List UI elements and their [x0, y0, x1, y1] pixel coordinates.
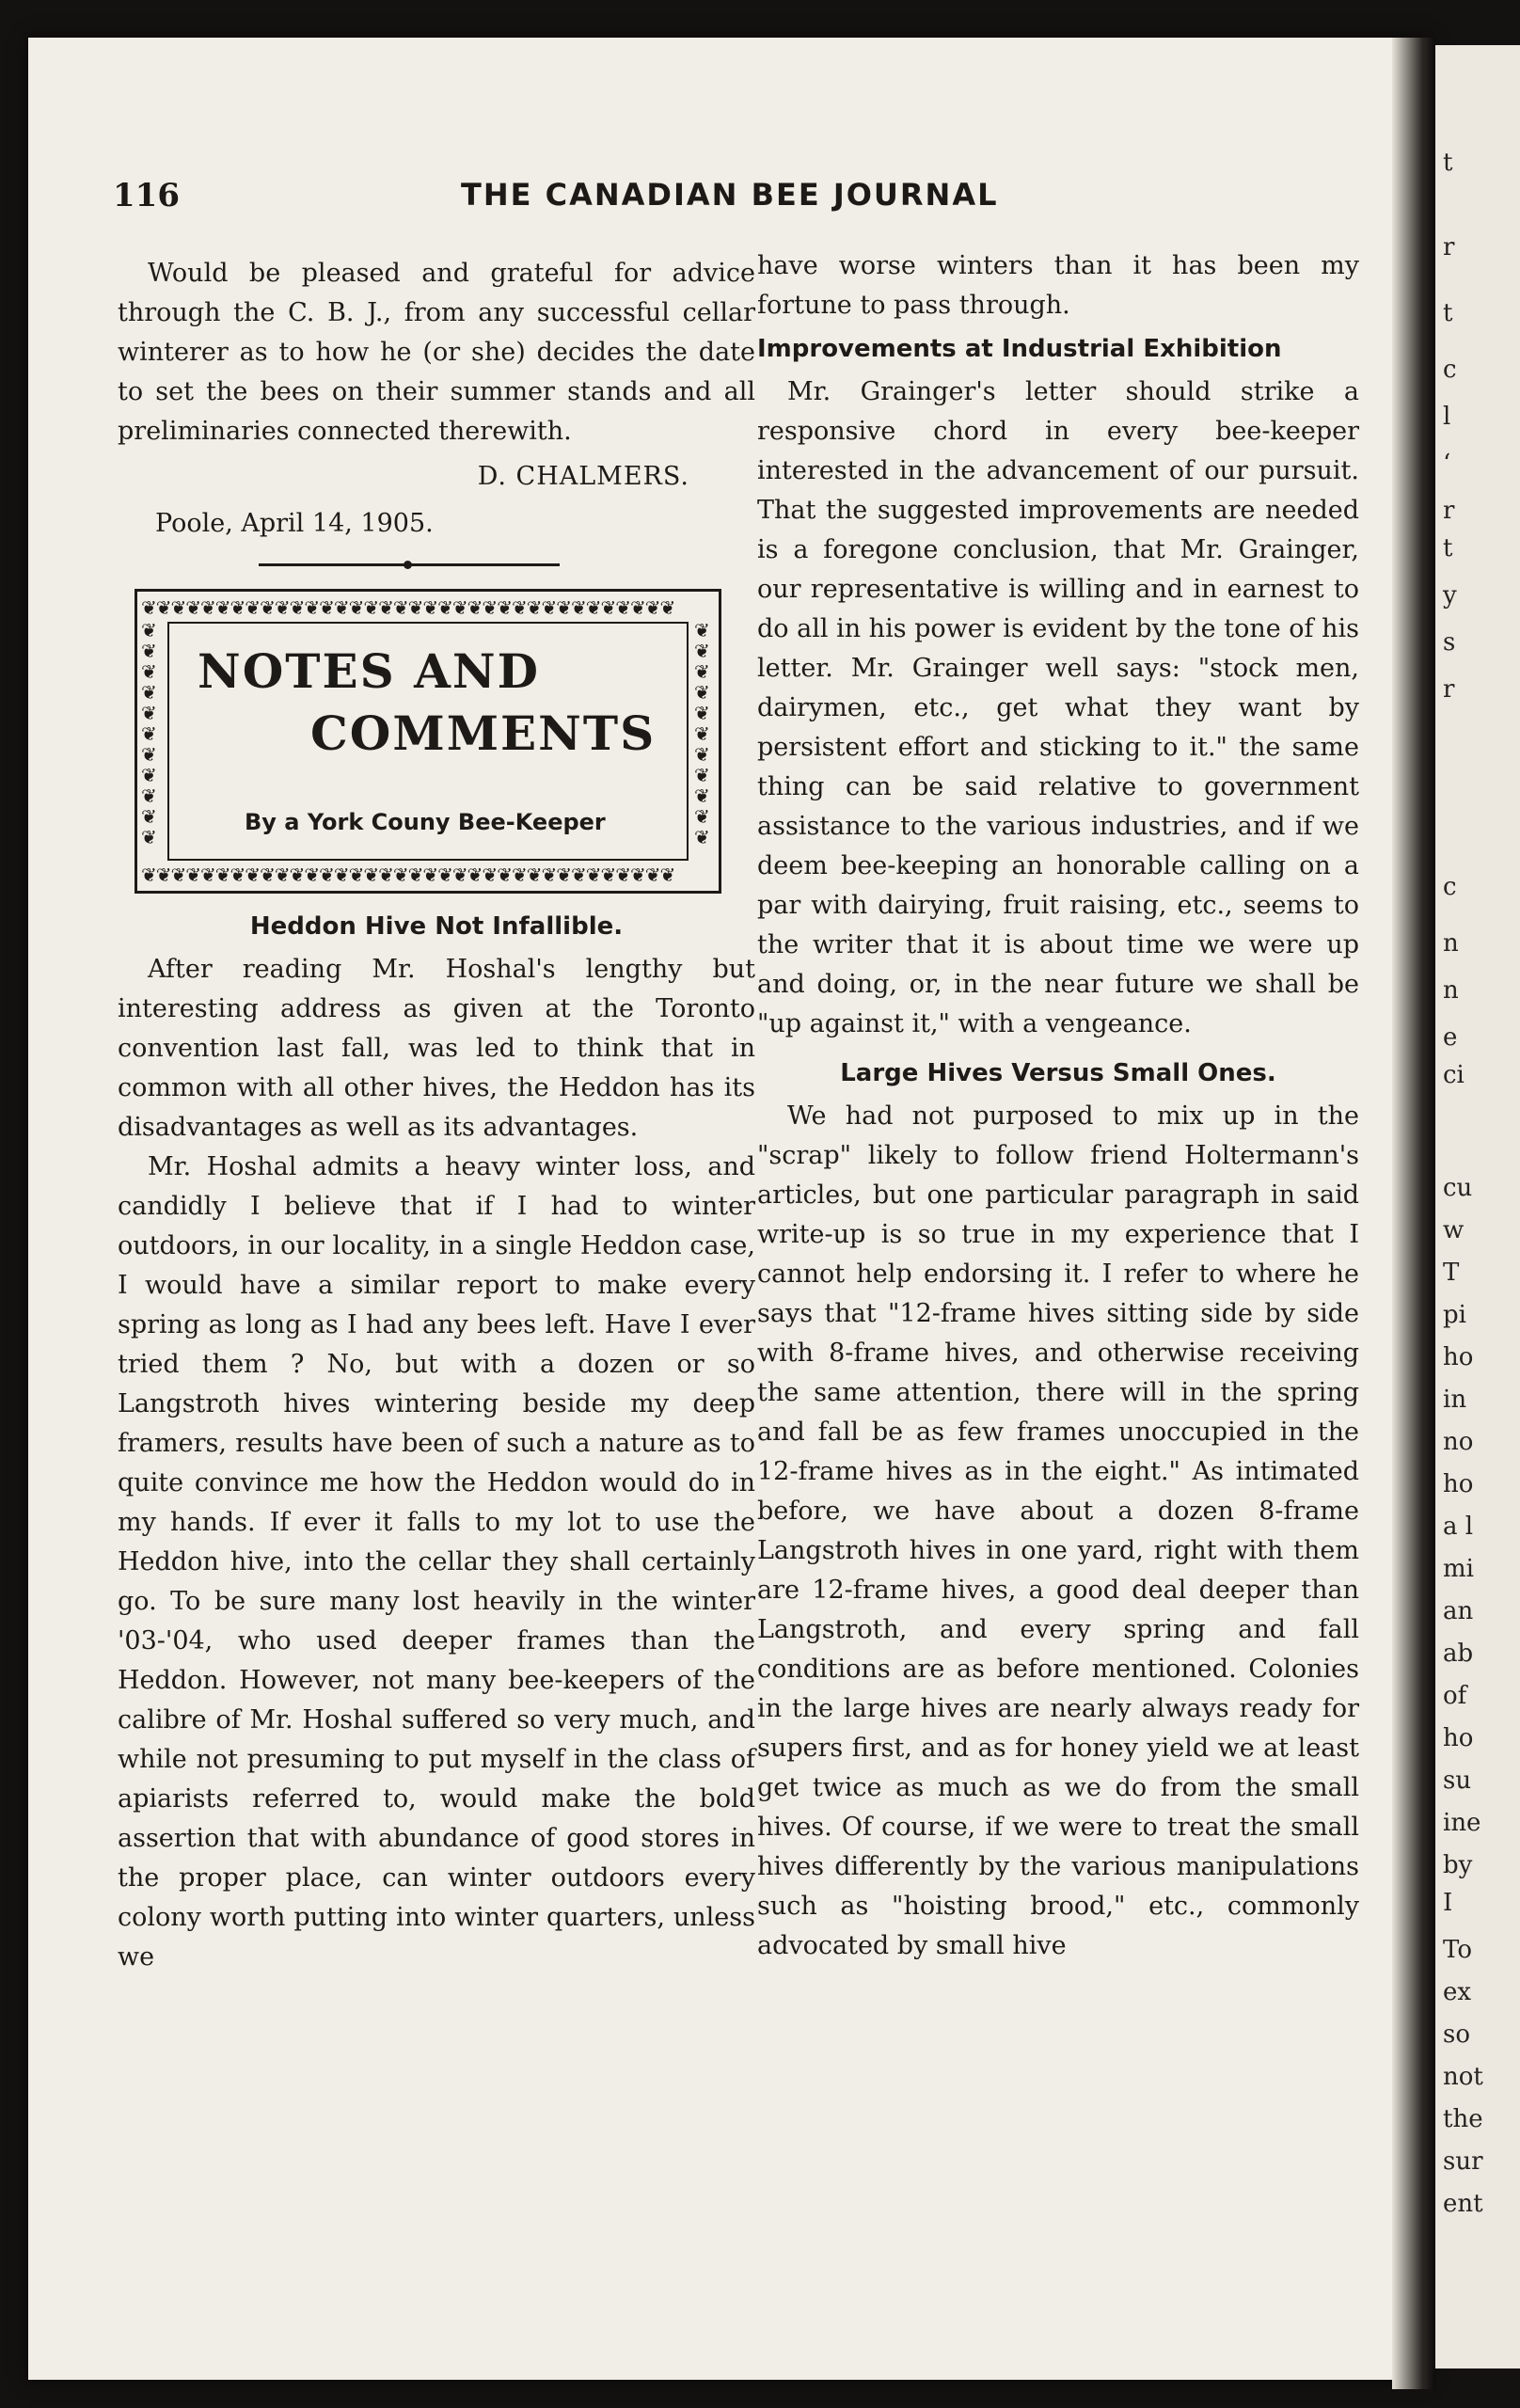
page-number: 116 — [113, 177, 180, 214]
facing-page-fragment: w — [1443, 1216, 1465, 1244]
facing-page-fragment: l — [1443, 403, 1451, 431]
paragraph-improvements: Mr. Grainger's letter should strike a responsive chord in every bee-keeper interested in the advancement of our pursuit. That the suggested improvements are needed is a foregone conclusion, that Mr. Grainger, our representative is willing and in earnest to do all in his power is evident by the tone of his letter. Mr. Grainger well says: "stock men, dairymen, etc., get what they want by persistent effort and sticking to it." the same thing can be said relative to government assistance to the various industries, and if we deem bee-keeping an honorable calling on a par with dairying, fruit raising, etc., seems to the writer that it is about time we were up and doing, or, in the near future we shall be "up against it," with a vengeance. — [757, 377, 1359, 1038]
facing-page-fragment: t — [1443, 149, 1453, 177]
banner-inner-frame — [167, 622, 689, 861]
facing-page-fragment: the — [1443, 2105, 1483, 2133]
facing-page-fragment: ci — [1443, 1061, 1465, 1089]
facing-page-fragment: r — [1443, 675, 1455, 704]
banner-title-line-2: COMMENTS — [310, 705, 657, 761]
heading-improvements: Improvements at Industrial Exhibition — [757, 335, 1282, 363]
facing-page-fragment: To — [1443, 1936, 1472, 1964]
facing-page-fragment: mi — [1443, 1555, 1474, 1583]
facing-page-fragment: in — [1443, 1386, 1467, 1414]
facing-page-fragment: ho — [1443, 1724, 1474, 1752]
section-divider — [259, 561, 560, 568]
divider-dot — [404, 561, 412, 569]
heading-heddon-hive: Heddon Hive Not Infallible. — [249, 912, 624, 941]
notes-and-comments-banner — [135, 589, 721, 894]
heading-large-hives: Large Hives Versus Small Ones. — [840, 1059, 1276, 1087]
facing-page-fragment: t — [1443, 534, 1453, 562]
ornament-border-left: ❦ ❦ ❦ ❦ ❦ ❦ ❦ ❦ ❦ ❦ ❦ — [141, 620, 156, 848]
banner-title-line-1: NOTES AND — [198, 643, 540, 699]
facing-page-fragment: of — [1443, 1682, 1467, 1710]
facing-page-fragment: r — [1443, 233, 1455, 261]
facing-page-fragment: pi — [1443, 1301, 1466, 1329]
ornament-border-bottom: ❦❦❦❦❦❦❦❦❦❦❦❦❦❦❦❦❦❦❦❦❦❦❦❦❦❦❦❦❦❦❦❦❦❦❦❦ — [141, 864, 675, 885]
facing-page-fragment: e — [1443, 1023, 1458, 1052]
facing-page-fragment: y — [1443, 581, 1457, 610]
facing-page-fragment: not — [1443, 2063, 1483, 2091]
letter-signature: D. CHALMERS. — [477, 462, 689, 491]
facing-page-fragment: su — [1443, 1766, 1472, 1795]
left-column — [118, 254, 755, 1977]
facing-page-fragment: no — [1443, 1428, 1474, 1456]
facing-page-fragment: ‘ — [1443, 450, 1451, 478]
letter-dateline: Poole, April 14, 1905. — [155, 509, 434, 538]
facing-page-fragment: T — [1443, 1259, 1460, 1287]
facing-page-fragment: by — [1443, 1851, 1473, 1879]
facing-page-fragment: ho — [1443, 1470, 1474, 1498]
paragraph-large-hives: We had not purposed to mix up in the "scrap" likely to follow friend Holtermann's articles, but one particular paragraph in said write-up is so true in my experience that I cannot help endorsing it. I refer to where he says that "12-frame hives sitting side by side with 8-frame hives, and otherwise receiving the same attention, there will in the spring and fall be as few frames unoccupied in the 12-frame hives as in the eight." As intimated before, we have about a dozen 8-frame Langstroth hives in one yard, right with them are 12-frame hives, a good deal deeper than Langstroth, and every spring and fall conditions are as before mentioned. Colonies in the large hives are nearly always ready for supers first, and as for honey yield we at least get twice as much as we do from the small hives. Of course, if we were to treat the small hives differently by the various manipulations such as "hoisting brood," etc., commonly advocated by small hive — [757, 1101, 1359, 1960]
facing-page-fragment: n — [1443, 976, 1459, 1005]
page-gutter — [1392, 38, 1435, 2389]
facing-page-fragment: n — [1443, 929, 1459, 958]
facing-page-fragment: so — [1443, 2020, 1470, 2049]
ornament-border-right: ❦ ❦ ❦ ❦ ❦ ❦ ❦ ❦ ❦ ❦ ❦ — [694, 620, 709, 848]
facing-page-fragment: ab — [1443, 1640, 1474, 1668]
facing-page-fragment: ex — [1443, 1978, 1472, 2006]
facing-page-fragment: c — [1443, 873, 1457, 901]
banner-byline: By a York Couny Bee-Keeper — [245, 809, 606, 835]
facing-page-fragment: I — [1443, 1889, 1453, 1917]
facing-page-fragment: cu — [1443, 1174, 1473, 1202]
ornament-border-top: ❦❦❦❦❦❦❦❦❦❦❦❦❦❦❦❦❦❦❦❦❦❦❦❦❦❦❦❦❦❦❦❦❦❦❦❦ — [141, 597, 675, 618]
facing-page-fragment: sur — [1443, 2147, 1483, 2176]
right-column — [757, 246, 1359, 1966]
facing-page-fragment: ine — [1443, 1809, 1481, 1837]
facing-page-edge — [1435, 45, 1520, 2368]
paragraph-heddon-2: Mr. Hoshal admits a heavy winter loss, and candidly I believe that if I had to winter outdoors, in our locality, in a single Heddon case, I would have a similar report to make every spring as long as I had any bees left. Have I ever tried them ? No, but with a dozen or so Langstroth hives wintering beside my deep framers, results have been of such a nature as to quite convince me how the Heddon would do in my hands. If ever it falls to my lot to use the Heddon hive, into the cellar they shall certainly go. To be sure many lost heavily in the winter '03-'04, who used deeper frames than the Heddon. However, not many bee-keepers of the calibre of Mr. Hoshal suffered so very much, and while not presuming to put myself in the class of apiarists referred to, would make the bold assertion that with abundance of good stores in the proper place, can winter outdoors every colony worth putting into winter quarters, unless we — [118, 1152, 755, 1972]
journal-title: THE CANADIAN BEE JOURNAL — [461, 177, 999, 213]
paragraph-heddon-1: After reading Mr. Hoshal's lengthy but interesting address as given at the Toronto convention last fall, was led to think that in common with all other hives, the Heddon has its disadvantages as well as its advantages. — [118, 955, 755, 1142]
facing-page-fragment: an — [1443, 1597, 1474, 1625]
facing-page-fragment: ho — [1443, 1343, 1474, 1371]
facing-page-fragment: c — [1443, 356, 1457, 384]
paragraph-heddon-continued: have worse winters than it has been my fortune to pass through. — [757, 251, 1359, 320]
facing-page-fragment: r — [1443, 497, 1455, 525]
running-head — [113, 177, 1035, 224]
facing-page-fragment: s — [1443, 628, 1456, 657]
letter-body: Would be pleased and grateful for advice through the C. B. J., from any successful cellar winterer as to how he (or she) decides the date to set the bees on their summer stands and all preliminaries connected therewith. — [118, 259, 755, 446]
facing-page-fragment: t — [1443, 299, 1453, 327]
facing-page-fragment: ent — [1443, 2190, 1483, 2218]
facing-page-fragment: a l — [1443, 1513, 1474, 1541]
